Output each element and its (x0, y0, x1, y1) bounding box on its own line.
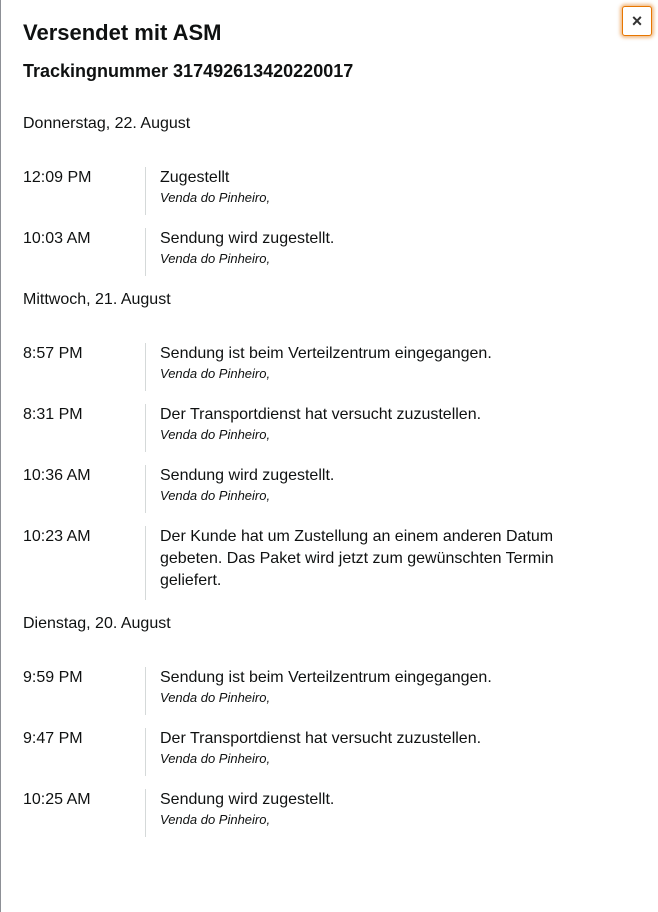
close-icon: × (631, 11, 643, 31)
tracking-event (23, 789, 623, 837)
event-time: 8:31 PM (23, 406, 83, 423)
day-group (23, 114, 623, 276)
event-description: Der Transportdienst hat versucht zuzustellen. (160, 406, 482, 423)
event-detail (145, 526, 585, 600)
tracking-event (23, 228, 623, 276)
event-time: 10:23 AM (23, 528, 91, 545)
tracking-event (23, 728, 623, 776)
event-location: Venda do Pinheiro, (160, 751, 271, 766)
event-time: 8:57 PM (23, 345, 83, 362)
event-description: Der Transportdienst hat versucht zuzustellen. (160, 730, 482, 747)
event-description: Sendung wird zugestellt. (160, 467, 335, 484)
tracking-event (23, 404, 623, 452)
tracking-event (23, 343, 623, 391)
event-detail (145, 343, 585, 391)
event-time: 10:03 AM (23, 230, 91, 247)
event-detail (145, 465, 585, 513)
event-time: 12:09 PM (23, 169, 92, 186)
event-time: 10:25 AM (23, 791, 91, 808)
tracking-event (23, 526, 623, 600)
tracking-event (23, 167, 623, 215)
event-description: Sendung ist beim Verteilzentrum eingegangen. (160, 345, 492, 362)
day-group (23, 614, 623, 837)
event-description: Sendung ist beim Verteilzentrum eingegangen. (160, 669, 492, 686)
event-description: Zugestellt (160, 169, 230, 186)
close-button[interactable] (622, 6, 652, 36)
event-location: Venda do Pinheiro, (160, 488, 271, 503)
event-location: Venda do Pinheiro, (160, 251, 271, 266)
event-location: Venda do Pinheiro, (160, 812, 271, 827)
day-title: Dienstag, 20. August (23, 615, 171, 632)
event-detail (145, 728, 585, 776)
tracking-timeline (23, 114, 623, 851)
event-detail (145, 789, 585, 837)
day-group (23, 290, 623, 600)
event-time: 9:59 PM (23, 669, 83, 686)
event-detail (145, 228, 585, 276)
carrier-title: Versendet mit ASM (23, 20, 222, 45)
tracking-event (23, 465, 623, 513)
event-detail (145, 167, 585, 215)
day-title: Mittwoch, 21. August (23, 291, 171, 308)
event-description: Sendung wird zugestellt. (160, 791, 335, 808)
event-location: Venda do Pinheiro, (160, 190, 271, 205)
day-title: Donnerstag, 22. August (23, 115, 191, 132)
event-time: 10:36 AM (23, 467, 91, 484)
event-time: 9:47 PM (23, 730, 83, 747)
event-description: Der Kunde hat um Zustellung an einem anderen Datum gebeten. Das Paket wird jetzt zum gewünschten Termin geliefert. (160, 528, 554, 589)
event-detail (145, 667, 585, 715)
event-location: Venda do Pinheiro, (160, 690, 271, 705)
event-detail (145, 404, 585, 452)
tracking-event (23, 667, 623, 715)
tracking-number: Trackingnummer 317492613420220017 (23, 61, 354, 81)
event-location: Venda do Pinheiro, (160, 427, 271, 442)
event-description: Sendung wird zugestellt. (160, 230, 335, 247)
event-location: Venda do Pinheiro, (160, 366, 271, 381)
